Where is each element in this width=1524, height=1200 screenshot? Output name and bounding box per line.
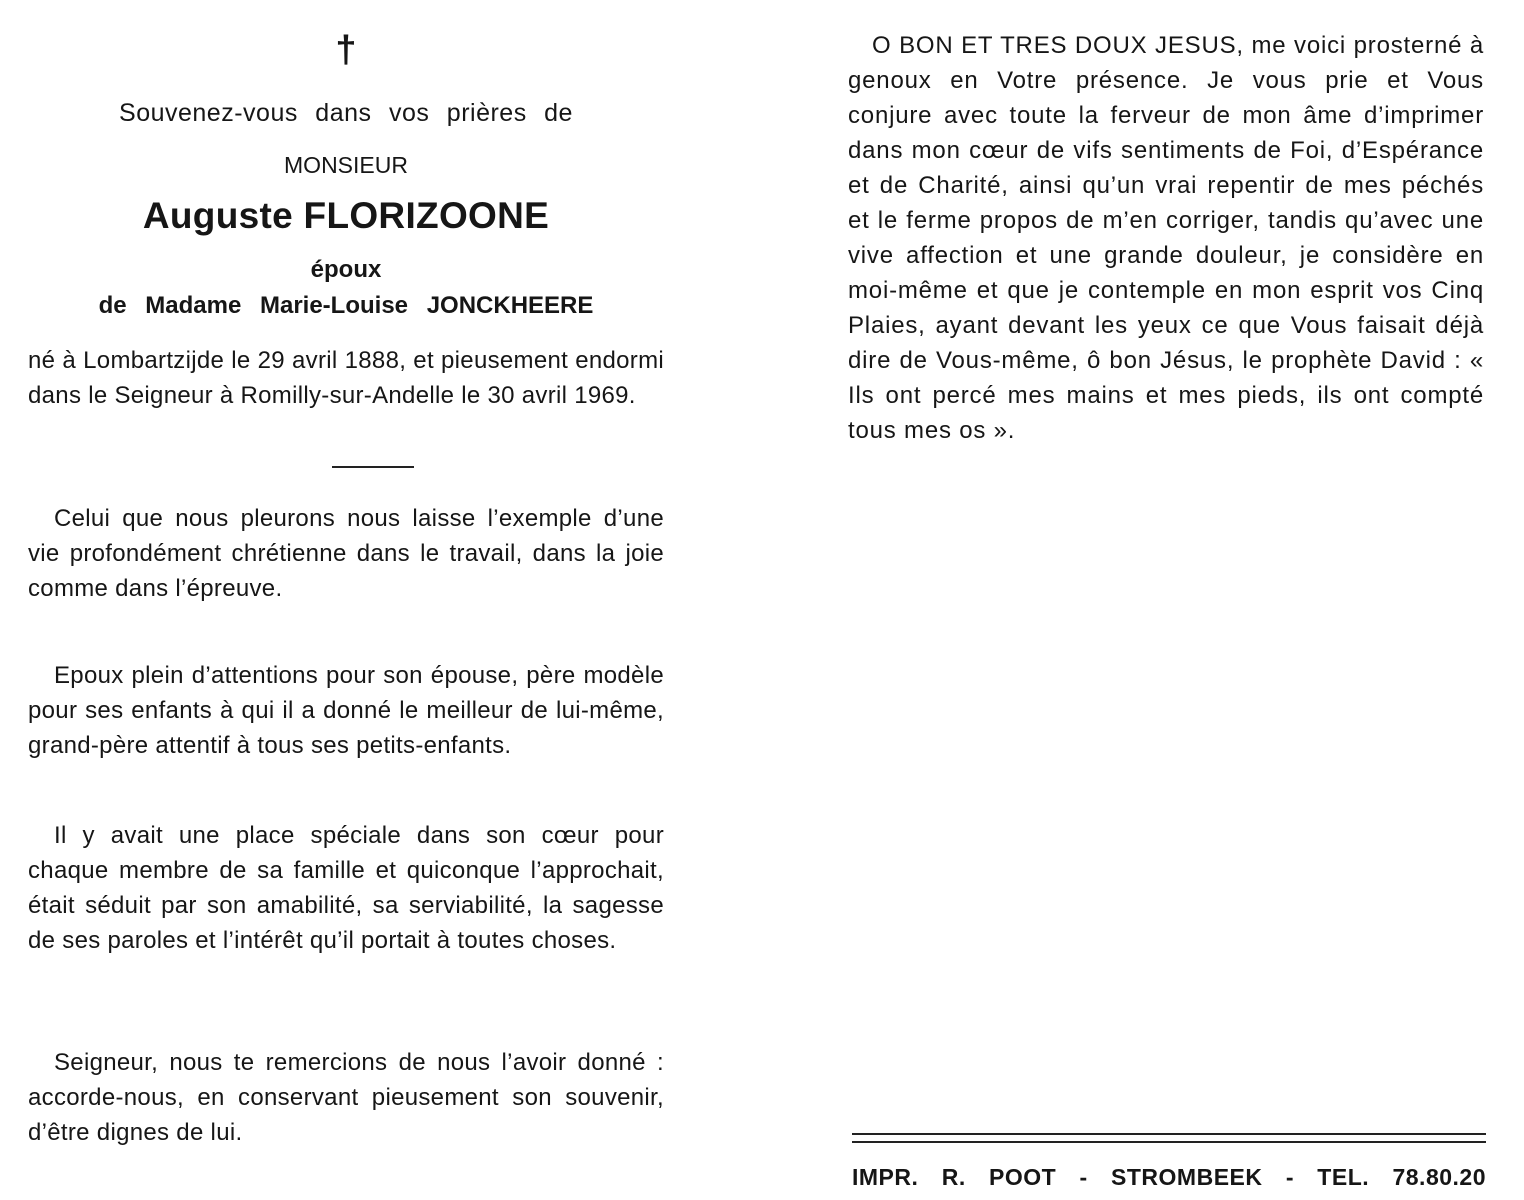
deceased-name: Auguste FLORIZOONE [142, 195, 550, 236]
tribute-paragraph: Epoux plein d’attentions pour son épouse, père modèle pour ses enfants à qui il a donné le meilleur de lui-même, grand-père attentif à tous ses petits-enfants. [28, 662, 664, 759]
spouse-name: de Madame Marie-Louise JONCKHEERE [98, 292, 594, 319]
spouse-word: époux [310, 256, 382, 283]
remember-line: Souvenez-vous dans vos prières de [119, 99, 573, 127]
cross-icon: † [335, 29, 357, 71]
printer-rule [852, 1141, 1486, 1143]
prayer-text: O BON ET TRES DOUX JESUS, me voici prosterné à genoux en Votre présence. Je vous prie et Vous conjure avec toute la ferveur de mon âme d’imprimer dans mon cœur de vifs sentiments de Foi, d’Espérance et de Charité, ainsi qu’un vrai repentir de mes péchés et le ferme propos de m’en corriger, tandis qu’avec une vive affection et une grande douleur, je considère en moi-même et que je contemple en mon esprit vos Cinq Plaies, ayant devant les yeux ce que Vous faisait déjà dire de Vous-même, ô bon Jésus, le prophète David : « Ils ont percé mes mains et mes pieds, ils ont compté tous mes os ». [848, 32, 1484, 444]
left-panel [28, 0, 664, 1200]
tribute-paragraph: Celui que nous pleurons nous laisse l’exemple d’une vie profondément chrétienne dans le travail, dans la joie comme dans l’épreuve. [28, 505, 664, 602]
honorific: MONSIEUR [284, 152, 408, 178]
closing-paragraph: Seigneur, nous te remercions de nous l’avoir donné : accorde-nous, en conservant pieusement son souvenir, d’être dignes de lui. [28, 1049, 664, 1146]
life-dates: né à Lombartzijde le 29 avril 1888, et pieusement endormi dans le Seigneur à Romilly-sur-Andelle le 30 avril 1969. [28, 347, 664, 409]
separator-rule [332, 466, 414, 468]
right-panel [848, 0, 1486, 1200]
printer-credit: IMPR. R. POOT - STROMBEEK - TEL. 78.80.20 [852, 1164, 1486, 1190]
tribute-paragraph: Il y avait une place spéciale dans son cœur pour chaque membre de sa famille et quiconque l’approchait, était séduit par son amabilité, sa serviabilité, la sagesse de ses paroles et l’intérêt qu’il portait à toutes choses. [28, 822, 664, 954]
printer-rule [852, 1133, 1486, 1135]
